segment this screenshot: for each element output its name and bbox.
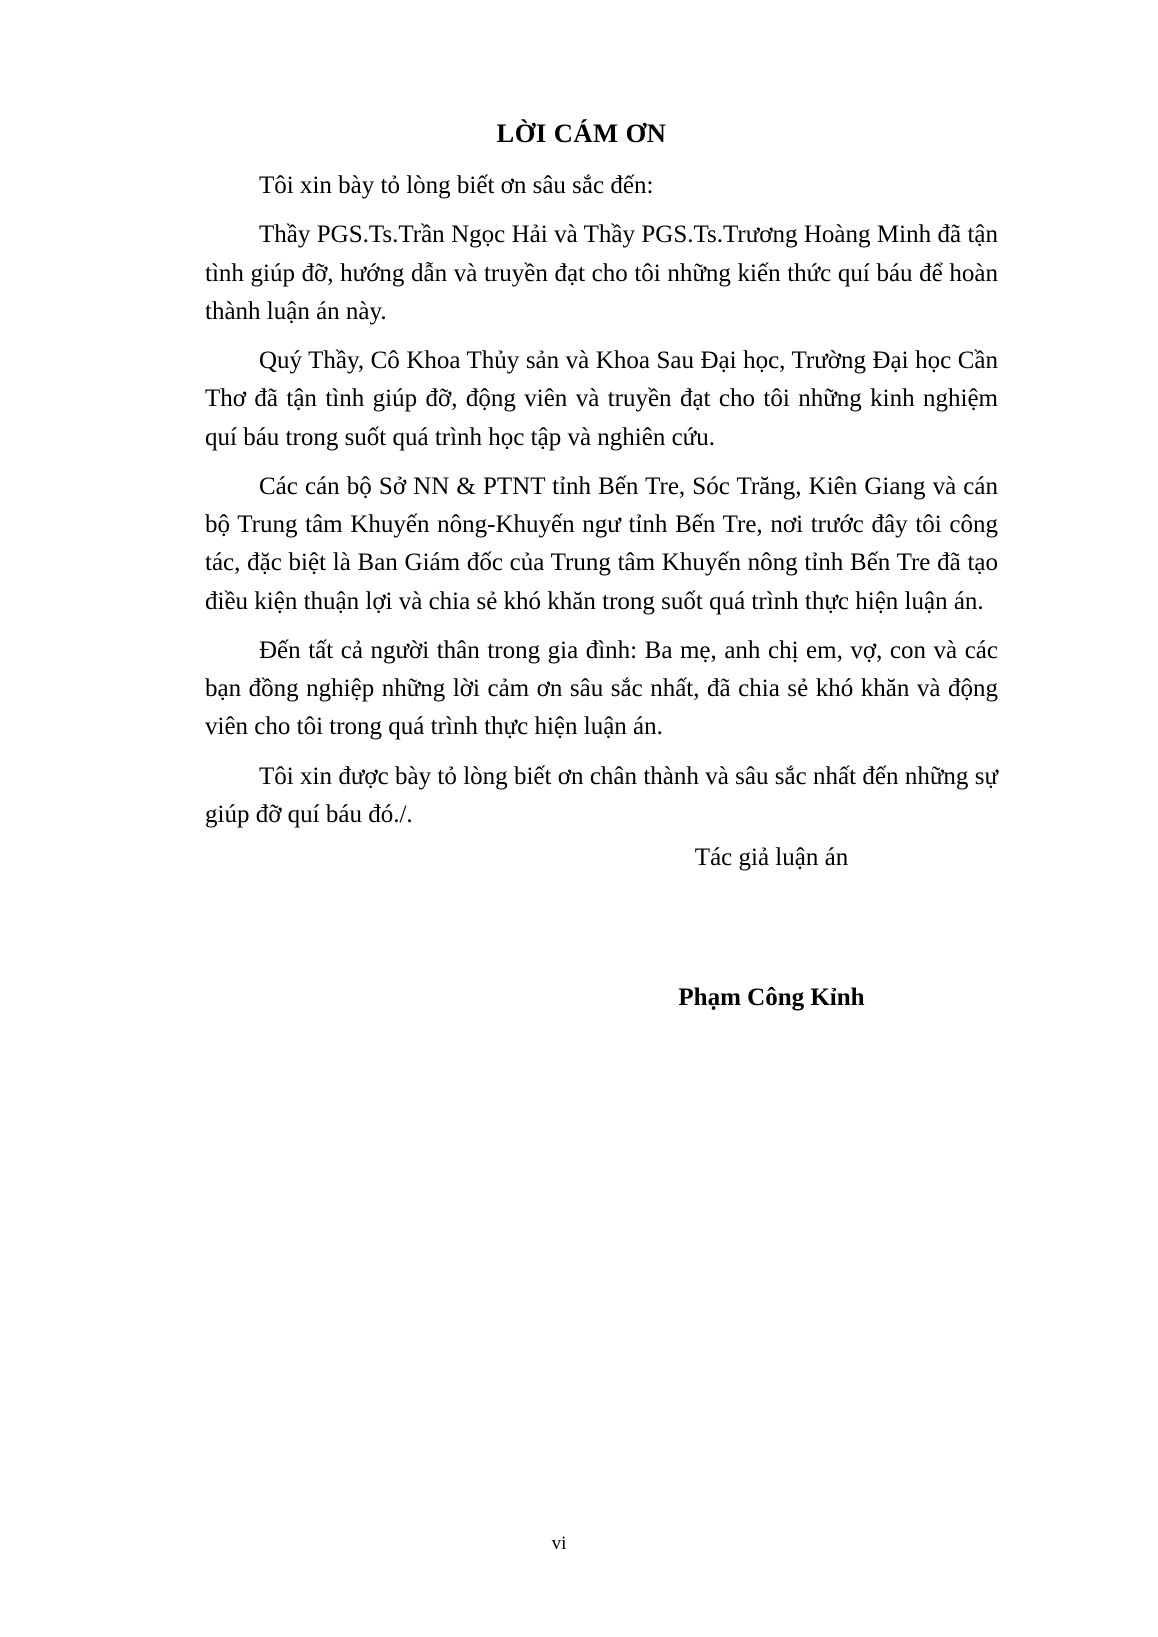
paragraph-closing: Tôi xin được bày tỏ lòng biết ơn chân thành và sâu sắc nhất đến những sự giúp đỡ quí báu đó./. xyxy=(205,762,998,828)
paragraph-advisors: Thầy PGS.Ts.Trần Ngọc Hải và Thầy PGS.Ts.Trương Hoàng Minh đã tận tình giúp đỡ, hướng dẫn và truyền đạt cho tôi những kiến thức quí báu để hoàn thành luận án này. xyxy=(205,221,998,325)
signature-role: Tác giả luận án xyxy=(694,844,849,871)
paragraph-intro: Tôi xin bày tỏ lòng biết ơn sâu sắc đến: xyxy=(259,172,654,199)
page-number: vi xyxy=(551,1533,567,1554)
paragraph-agencies: Các cán bộ Sở NN & PTNT tỉnh Bến Tre, Sóc Trăng, Kiên Giang và cán bộ Trung tâm Khuyến nông-Khuyến ngư tỉnh Bến Tre, nơi trước đây tôi công tác, đặc biệt là Ban Giám đốc của Trung tâm Khuyến nông tỉnh Bến Tre đã tạo điều kiện thuận lợi và chia sẻ khó khăn trong suốt quá trình thực hiện luận án. xyxy=(205,472,998,615)
signature-name: Phạm Công Kỉnh xyxy=(678,984,865,1011)
page-title: LỜI CÁM ƠN xyxy=(496,118,667,148)
paragraph-family: Đến tất cả người thân trong gia đình: Ba mẹ, anh chị em, vợ, con và các bạn đồng nghiệp những lời cảm ơn sâu sắc nhất, đã chia sẻ khó khăn và động viên cho tôi trong quá trình thực hiện luận án. xyxy=(205,636,998,741)
paragraph-faculty: Quý Thầy, Cô Khoa Thủy sản và Khoa Sau Đại học, Trường Đại học Cần Thơ đã tận tình giúp đỡ, động viên và truyền đạt cho tôi những kinh nghiệm quí báu trong suốt quá trình học tập và nghiên cứu. xyxy=(205,347,998,451)
